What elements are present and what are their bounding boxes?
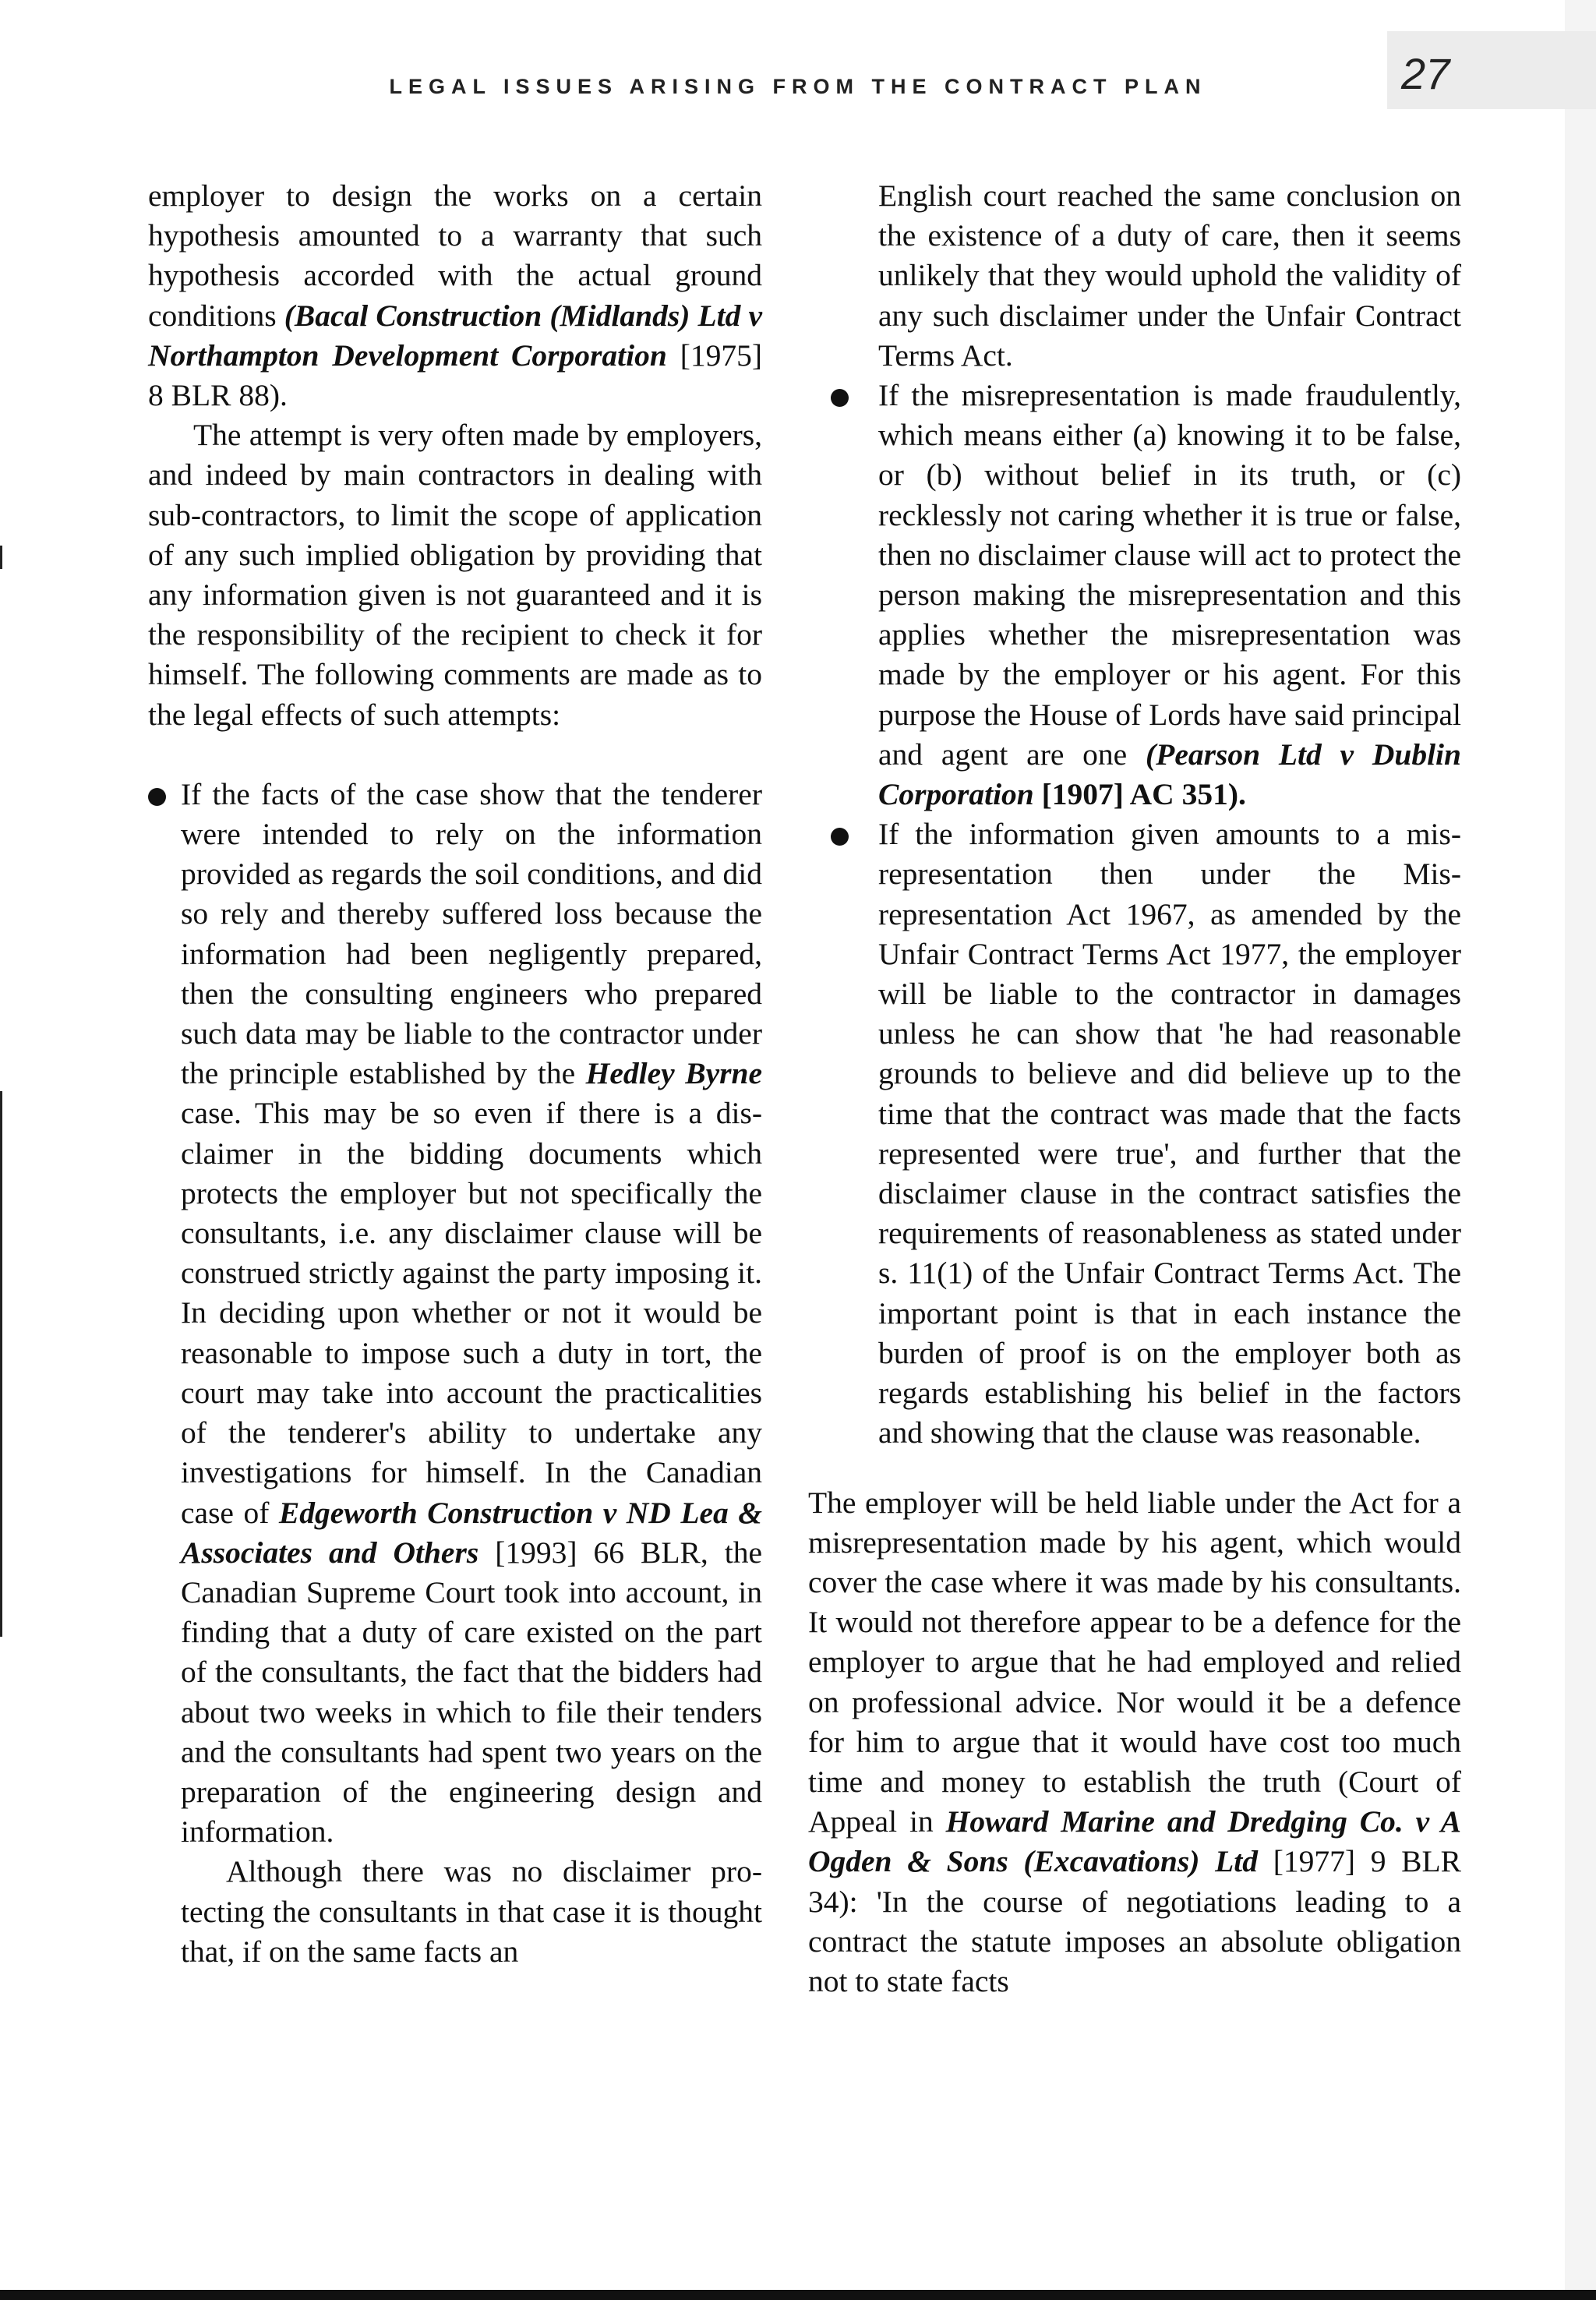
- case-citation: Edgeworth Construction v ND Lea & Associates and Others: [181, 1495, 762, 1570]
- page-edge-shadow: [1565, 0, 1596, 2291]
- margin-mark: [0, 546, 2, 569]
- scan-bottom-edge: [0, 2290, 1596, 2300]
- left-column: [148, 176, 762, 1972]
- case-citation: Hedley Byrne: [585, 1056, 762, 1091]
- bullet-list: [148, 775, 762, 1852]
- margin-mark: [0, 1091, 2, 1637]
- page-number: 27: [1401, 49, 1450, 98]
- case-citation: (Pearson Ltd v Dublin Corporation: [878, 737, 1461, 812]
- case-citation: Howard Marine and Dredging Co. v A Ogden & Sons (Excavations) Ltd: [808, 1804, 1461, 1879]
- paragraph: Although there was no disclaimer protecting the consultants in that case it is thought that, if on the same facts an: [181, 1854, 762, 1969]
- paragraph: employer to design the works on a certain hypothesis amounted to a warranty that such hypothesis accorded with the actual ground conditions (Bacal Construction (Midlands) Ltd v Northampton Development Corporation [1975] 8 BLR 88).: [148, 178, 762, 413]
- bullet-item: If the information given amounts to a misrepresentation then under the Misrepresentation Act 1967, as amended by the Unfair Contract Terms Act 1977, the employer will be liable to the contractor in damages unless he can show that 'he had reasonable grounds to believe and did believe up to the time that the contract was made that the facts represented were true', and further that the disclaimer clause in the contract satisfies the requirements of reasonableness as stated under s. 11(1) of the Unfair Contract Terms Act. The important point is that in each instance the burden of proof is on the employer both as regards establishing his belief in the factors and showing that the clause was reasonable.: [808, 814, 1461, 1453]
- case-citation: (Bacal Construction (Midlands) Ltd v Northampton Development Corporation: [148, 298, 762, 373]
- running-title: LEGAL ISSUES ARISING FROM THE CONTRACT PLAN: [389, 75, 1207, 98]
- bullet-item: If the misrepresentation is made fraudulently, which means either (a) knowing it to be false, or (b) without belief in its truth, or (c) recklessly not caring whether it is true or false, then no disclaimer clause will act to protect the person making the misrepresentation and this applies whether the misrepresentation was made by the employer or his agent. For this purpose the House of Lords have said principal and agent are one (Pearson Ltd v Dublin Corporation [1907] AC 351).: [808, 376, 1461, 814]
- paragraph: The attempt is very often made by employers, and indeed by main contractors in dealing with sub-contractors, to limit the scope of application of any such implied obligation by providing that any information given is not guaranteed and it is the responsibility of the recipient to check it for himself. The following comments are made as to the legal effects of such attempts:: [148, 418, 762, 732]
- bullet-item: If the facts of the case show that the tenderer were intended to rely on the information provided as regards the soil conditions, and did so rely and thereby suffered loss because the information had been negligently prepared, then the consulting engineers who prepared such data may be liable to the contractor under the principle established by the Hedley Byrne case. This may be so even if there is a disclaimer in the bidding documents which protects the employer but not specifically the consultants, i.e. any disclaimer clause will be construed strictly against the party imposing it. In deciding upon whether or not it would be reasonable to impose such a duty in tort, the court may take into account the practicalities of the tenderer's ability to undertake any investigations for himself. In the Canadian case of Edgeworth Construction v ND Lea & Associates and Others [1993] 66 BLR, the Canadian Supreme Court took into account, in finding that a duty of care existed on the part of the consultants, the fact that the bidders had about two weeks in which to file their tenders and the consultants had spent two years on the preparation of the engineering design and information.: [148, 775, 762, 1852]
- right-column: [808, 176, 1461, 2001]
- paragraph-continuation: English court reached the same conclusion on the existence of a duty of care, then it seems unlikely that they would uphold the validity of any such disclaimer under the Unfair Contract Terms Act.: [878, 178, 1461, 373]
- paragraph: The employer will be held liable under the Act for a misrepresentation made by his agent, which would cover the case where it was made by his consultants. It would not therefore appear to be a defence for the employer to argue that he had employed and relied on professional advice. Nor would it be a defence for him to argue that it would have cost too much time and money to establish the truth (Court of Appeal in Howard Marine and Dredging Co. v A Ogden & Sons (Excavations) Ltd [1977] 9 BLR 34): 'In the course of negotiations leading to a contract the statute imposes an absolute obligation not to state facts: [808, 1485, 1461, 1998]
- bullet-list: [808, 376, 1461, 1453]
